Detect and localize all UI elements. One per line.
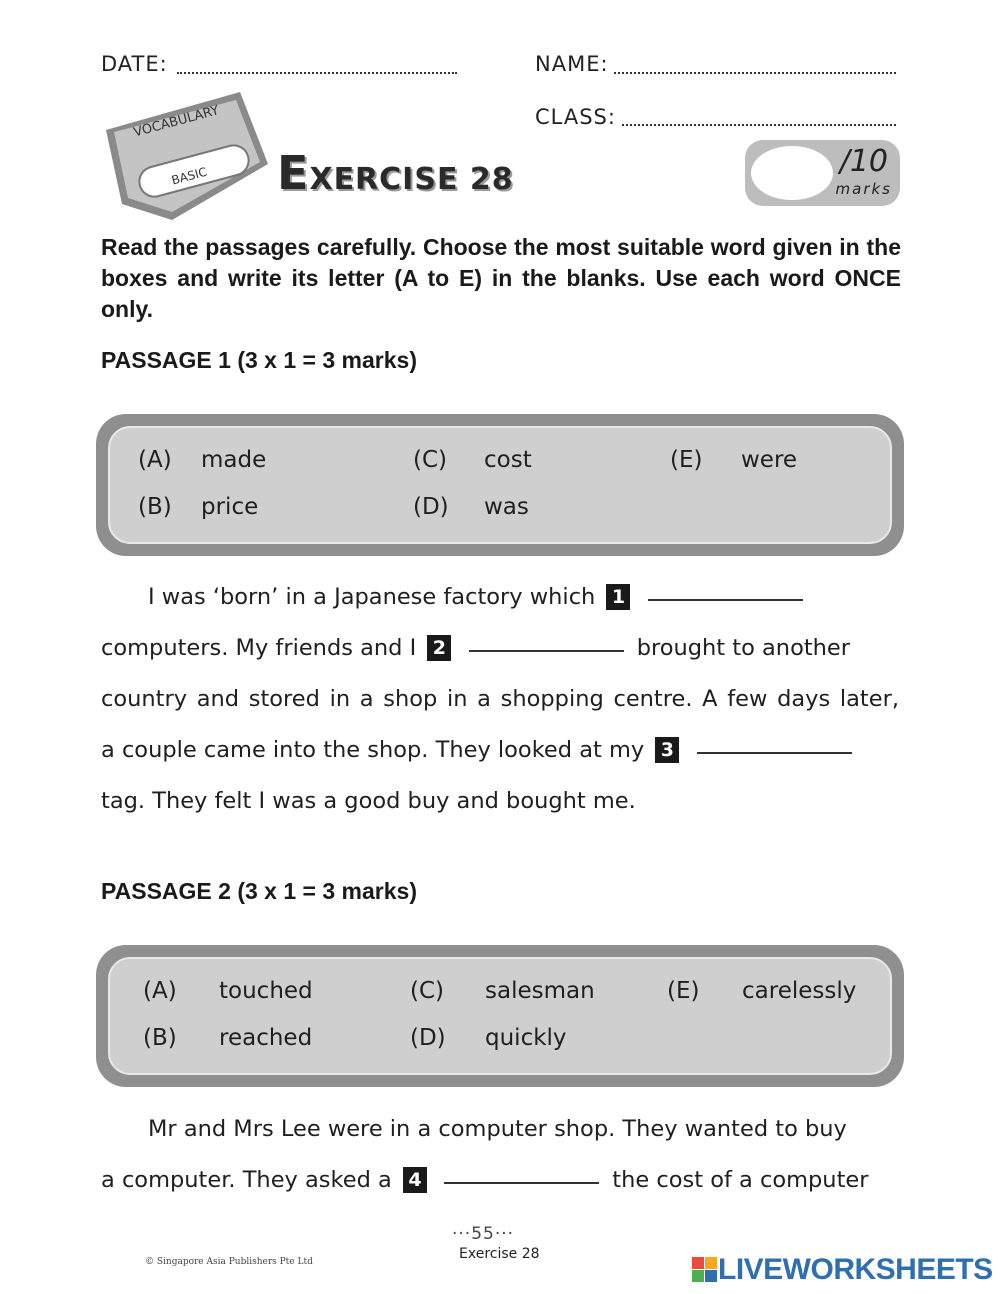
p2-line-2-text-a: a computer. They asked a <box>101 1167 392 1193</box>
passage1-word-box <box>96 414 904 556</box>
passage2-word-box <box>96 945 904 1087</box>
p1-option-word-b: price <box>201 494 259 520</box>
liveworksheets-grid-icon <box>692 1257 718 1283</box>
passage1-word-box-inner <box>108 426 892 544</box>
p2-option-letter-e: (E) <box>667 978 700 1004</box>
p2-option-letter-a: (A) <box>143 978 177 1004</box>
blank-number-2: 2 <box>427 635 451 661</box>
p2-option-letter-c: (C) <box>410 978 445 1004</box>
p1-option-letter-e: (E) <box>670 447 703 473</box>
answer-blank-1[interactable] <box>648 599 803 601</box>
passage1-heading: PASSAGE 1 (3 x 1 = 3 marks) <box>101 347 417 373</box>
p2-option-word-b: reached <box>219 1025 313 1051</box>
blank-number-1: 1 <box>606 584 630 610</box>
copyright-text: © Singapore Asia Publishers Pte Ltd <box>145 1257 313 1267</box>
p1-option-word-a: made <box>201 447 267 473</box>
p2-option-word-e: carelessly <box>742 978 857 1004</box>
marks-word: marks <box>835 180 892 198</box>
p2-option-word-c: salesman <box>485 978 595 1004</box>
name-label: NAME: <box>535 52 609 76</box>
p1-option-word-c: cost <box>484 447 532 473</box>
p1-option-letter-a: (A) <box>138 447 172 473</box>
page-number-dots-right: ··· <box>494 1224 515 1244</box>
page-number-dots-left: ··· <box>452 1224 472 1244</box>
footer-exercise-label: Exercise 28 <box>459 1246 540 1262</box>
score-oval[interactable] <box>751 146 833 200</box>
p1-option-letter-b: (B) <box>138 494 172 520</box>
p1-line-1-text: I was ‘born’ in a Japanese factory which <box>148 584 596 610</box>
marks-box <box>745 140 900 206</box>
exercise-title-rest: XERCISE 28 <box>309 162 514 197</box>
p2-option-letter-b: (B) <box>143 1025 177 1051</box>
name-field-line[interactable] <box>614 72 896 74</box>
p1-line-4 <box>101 737 858 763</box>
p1-line-3: country and stored in a shop in a shopping centre. A few days later, <box>101 686 899 712</box>
answer-blank-3[interactable] <box>697 752 852 754</box>
p1-line-2-text-b: brought to another <box>636 635 851 661</box>
vocabulary-badge <box>100 92 275 222</box>
page-number <box>452 1224 514 1244</box>
p1-line-2-text-a: computers. My friends and I <box>101 635 417 661</box>
class-field-line[interactable] <box>622 124 896 126</box>
badge-bottom-text: BASIC <box>170 164 209 188</box>
marks-total: /10 <box>839 144 888 179</box>
blank-number-3: 3 <box>655 737 679 763</box>
p1-line-2 <box>101 635 850 661</box>
p1-option-letter-c: (C) <box>413 447 448 473</box>
date-label: DATE: <box>101 52 168 76</box>
exercise-title: EXERCISE 28 <box>277 146 514 200</box>
passage2-heading: PASSAGE 2 (3 x 1 = 3 marks) <box>101 878 417 904</box>
answer-blank-4[interactable] <box>444 1182 599 1184</box>
liveworksheets-logo-text: LIVEWORKSHEETS <box>718 1253 993 1286</box>
answer-blank-2[interactable] <box>469 650 624 652</box>
passage2-word-box-inner <box>108 957 892 1075</box>
date-field-line[interactable] <box>177 72 457 74</box>
page-number-value: 55 <box>471 1224 495 1244</box>
blank-number-4: 4 <box>403 1167 427 1193</box>
p1-option-letter-d: (D) <box>413 494 449 520</box>
p2-line-2 <box>101 1167 868 1193</box>
p2-line-1: Mr and Mrs Lee were in a computer shop. They wanted to buy <box>148 1116 847 1142</box>
p1-option-word-e: were <box>741 447 798 473</box>
p2-option-letter-d: (D) <box>410 1025 446 1051</box>
p1-line-4-text: a couple came into the shop. They looked at my <box>101 737 645 763</box>
p1-line-1 <box>148 584 809 610</box>
p1-line-5: tag. They felt I was a good buy and bought me. <box>101 788 636 814</box>
p2-option-word-a: touched <box>219 978 313 1004</box>
class-label: CLASS: <box>535 105 616 129</box>
p2-line-2-text-b: the cost of a computer <box>612 1167 869 1193</box>
instructions: Read the passages carefully. Choose the most suitable word given in the boxes and write its letter (A to E) in the blanks. Use each word ONCE only. <box>101 234 901 322</box>
p1-option-word-d: was <box>484 494 529 520</box>
badge-top-text: VOCABULARY <box>132 103 221 141</box>
p2-option-word-d: quickly <box>485 1025 567 1051</box>
